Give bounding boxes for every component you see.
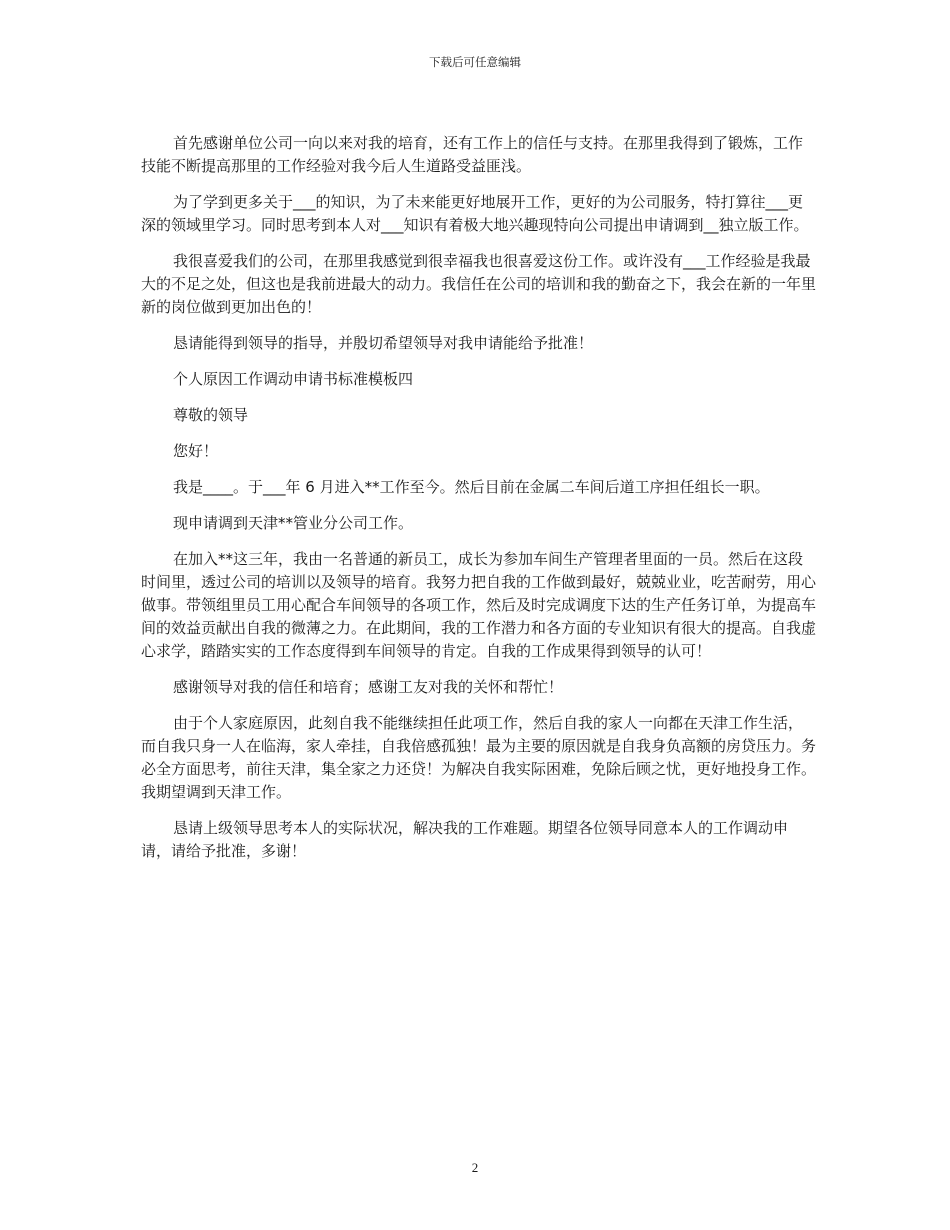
document-body	[141, 132, 816, 863]
body-paragraph: 现申请调到天津**管业分公司工作。	[173, 514, 414, 532]
body-paragraph: 由于个人家庭原因，此刻自我不能继续担任此项工作，然后自我的家人一向都在天津工作生活，而自我只身一人在临海，家人牵挂，自我倍感孤独！最为主要的原因就是自我身负高额的房贷压力。务必全方面思考，前往天津，集全家之力还贷！为解决自我实际困难，免除后顾之忧，更好地投身工作。我期望调到天津工作。	[141, 714, 817, 801]
body-paragraph: 首先感谢单位公司一向以来对我的培育，还有工作上的信任与支持。在那里我得到了锻炼，工作技能不断提高那里的工作经验对我今后人生道路受益匪浅。	[141, 134, 804, 175]
page-header: 下载后可任意编辑	[429, 55, 521, 69]
body-paragraph: 在加入**这三年，我由一名普通的新员工，成长为参加车间生产管理者里面的一员。然后在这段时间里，透过公司的培训以及领导的培育。我努力把自我的工作做到最好，兢兢业业，吃苦耐劳，用心做事。带领组里员工用心配合车间领导的各项工作，然后及时完成调度下达的生产任务订单，为提高车间的效益贡献出自我的微薄之力。在此期间，我的工作潜力和各方面的专业知识有很大的提高。自我虚心求学，踏踏实实的工作态度得到车间领导的肯定。自我的工作成果得到领导的认可！	[141, 550, 817, 660]
page-number: 2	[471, 1160, 479, 1175]
body-paragraph: 为了学到更多关于___的知识，为了未来能更好地展开工作，更好的为公司服务，特打算往___更深的领域里学习。同时思考到本人对___知识有着极大地兴趣现特向公司提出申请调到__独立版工作。	[141, 193, 809, 234]
body-paragraph: 恳请能得到领导的指导，并殷切希望领导对我申请能给予批准！	[173, 334, 594, 352]
closing-paragraph: 恳请上级领导思考本人的实际状况，解决我的工作难题。期望各位领导同意本人的工作调动申请，请给予批准，多谢！	[141, 819, 789, 860]
body-paragraph: 感谢领导对我的信任和培育；感谢工友对我的关怀和帮忙！	[173, 678, 564, 696]
body-paragraph: 我很喜爱我们的公司，在那里我感觉到很幸福我也很喜爱这份工作。或许没有___工作经验是我最大的不足之处，但这也是我前进最大的动力。我信任在公司的培训和我的勤奋之下，我会在新的一年里新的岗位做到更加出色的！	[141, 252, 817, 316]
salutation: 尊敬的领导	[173, 406, 249, 424]
greeting: 您好！	[173, 442, 219, 460]
section-title: 个人原因工作调动申请书标准模板四	[173, 370, 414, 388]
body-paragraph: 我是____。于___年 6 月进入**工作至今。然后目前在金属二车间后道工序担任组长一职。	[173, 478, 770, 496]
